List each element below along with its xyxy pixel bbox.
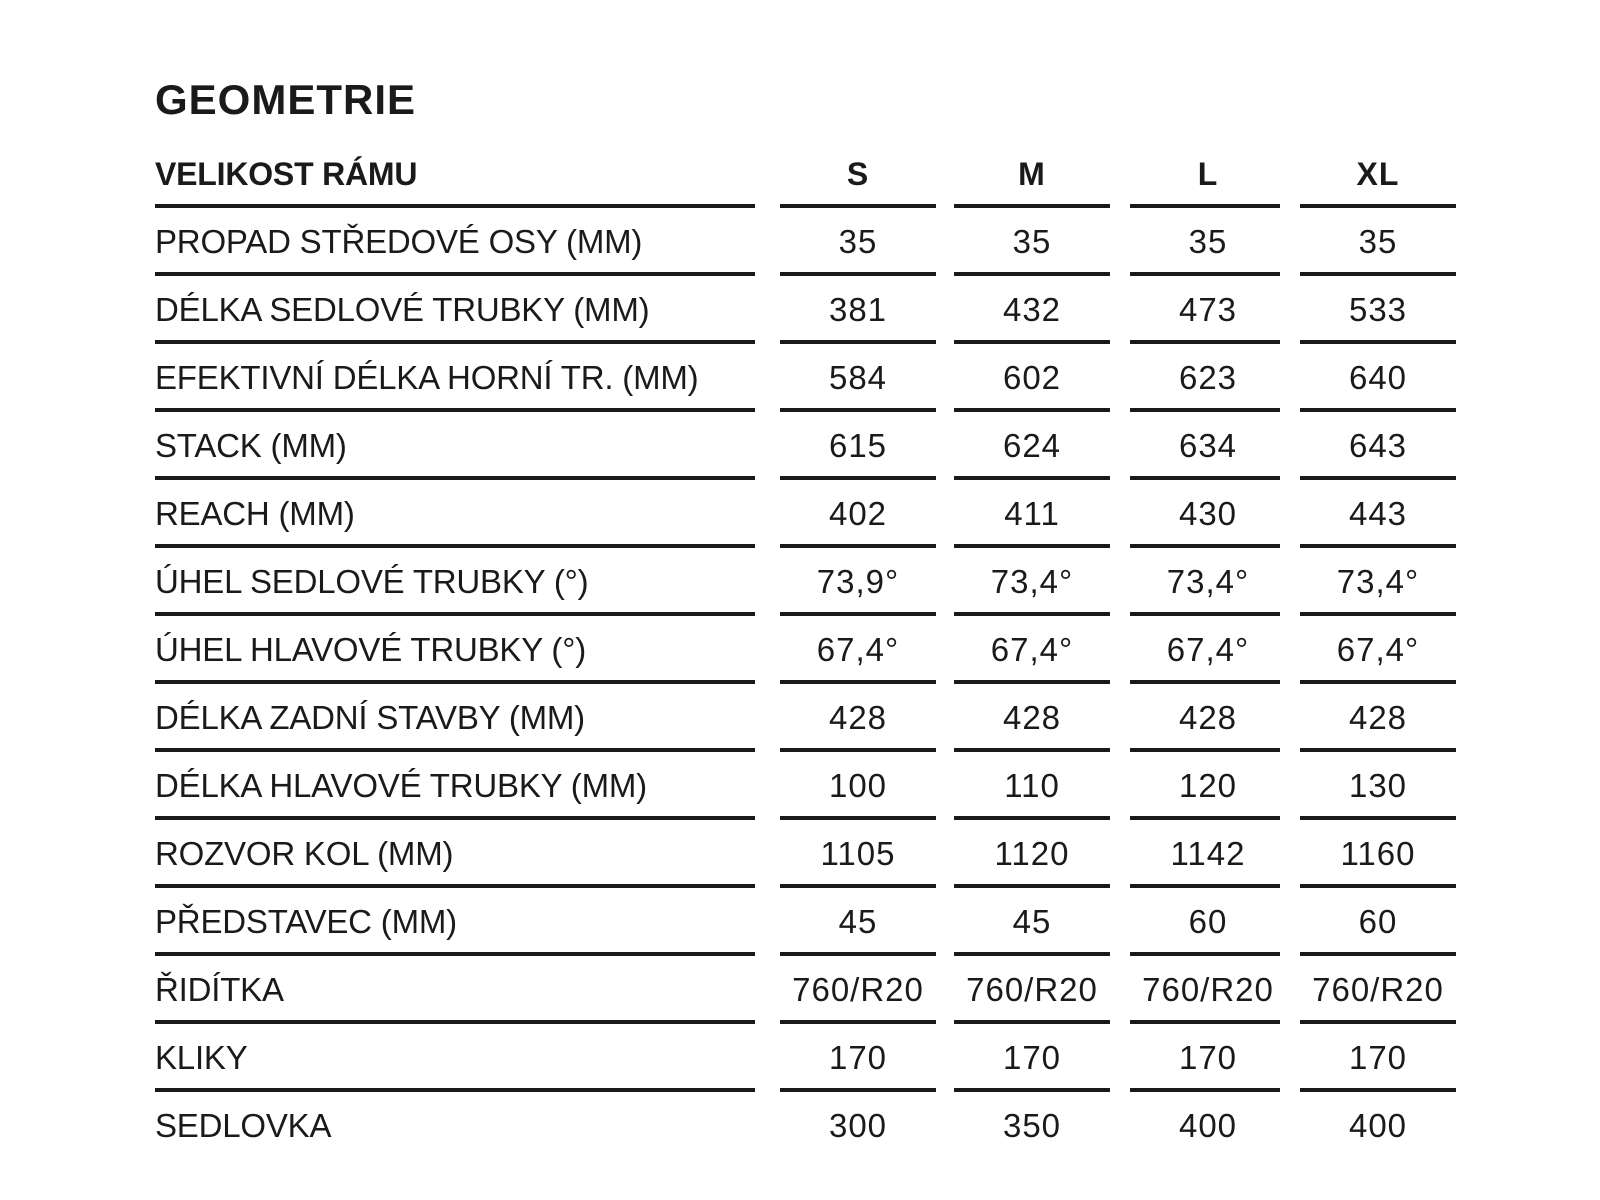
row-label: REACH (MM): [155, 495, 355, 532]
table-row: [155, 684, 1455, 752]
row-value: 533: [1348, 291, 1408, 328]
row-value: 120: [1178, 767, 1238, 804]
row-value: 1105: [820, 835, 896, 872]
row-value: 73,4°: [990, 563, 1074, 600]
row-value: 624: [1002, 427, 1062, 464]
row-label: ÚHEL HLAVOVÉ TRUBKY (°): [155, 631, 586, 668]
row-value: 760/R20: [1142, 971, 1274, 1008]
table-row: [155, 616, 1455, 684]
row-value: 170: [1178, 1039, 1238, 1076]
row-value: 400: [1348, 1107, 1408, 1144]
row-label: STACK (MM): [155, 427, 347, 464]
table-row: [155, 276, 1455, 344]
row-value: 67,4°: [816, 631, 900, 668]
row-value: 170: [1002, 1039, 1062, 1076]
row-label: KLIKY: [155, 1039, 248, 1076]
row-value: 45: [838, 903, 878, 940]
row-value: 170: [1348, 1039, 1408, 1076]
row-label: DÉLKA ZADNÍ STAVBY (MM): [155, 699, 585, 736]
row-value: 428: [1002, 699, 1062, 736]
row-value: 430: [1178, 495, 1238, 532]
row-value: 634: [1178, 427, 1238, 464]
table-row: [155, 1024, 1455, 1092]
page-title: GEOMETRIE: [155, 76, 417, 123]
row-value: 643: [1348, 427, 1408, 464]
row-value: 432: [1002, 291, 1062, 328]
row-value: 35: [1358, 223, 1398, 260]
row-label: SEDLOVKA: [155, 1107, 332, 1144]
row-value: 602: [1002, 359, 1062, 396]
row-value: 1142: [1170, 835, 1246, 872]
row-value: 400: [1178, 1107, 1238, 1144]
row-label: DÉLKA SEDLOVÉ TRUBKY (MM): [155, 291, 650, 328]
row-label: EFEKTIVNÍ DÉLKA HORNÍ TR. (MM): [155, 359, 699, 396]
row-value: 428: [1348, 699, 1408, 736]
row-value: 584: [828, 359, 888, 396]
row-value: 760/R20: [966, 971, 1098, 1008]
row-value: 473: [1178, 291, 1238, 328]
geometry-table: [155, 140, 1455, 1160]
table-header-row: [155, 140, 1455, 208]
row-value: 35: [838, 223, 878, 260]
table-row: [155, 344, 1455, 412]
header-size: M: [1018, 155, 1046, 192]
row-value: 73,9°: [816, 563, 900, 600]
row-value: 35: [1188, 223, 1228, 260]
header-size: L: [1197, 155, 1219, 192]
row-value: 100: [828, 767, 888, 804]
row-value: 428: [1178, 699, 1238, 736]
row-value: 615: [828, 427, 888, 464]
row-value: 411: [1004, 495, 1060, 532]
row-label: DÉLKA HLAVOVÉ TRUBKY (MM): [155, 767, 647, 804]
table-row: [155, 1092, 1455, 1160]
table-row: [155, 956, 1455, 1024]
row-value: 170: [828, 1039, 888, 1076]
row-value: 130: [1348, 767, 1408, 804]
header-size: XL: [1356, 155, 1400, 192]
row-value: 73,4°: [1166, 563, 1250, 600]
row-label: ROZVOR KOL (MM): [155, 835, 454, 872]
row-value: 1160: [1340, 835, 1416, 872]
table-row: [155, 480, 1455, 548]
row-value: 35: [1012, 223, 1052, 260]
row-value: 640: [1348, 359, 1408, 396]
table-row: [155, 412, 1455, 480]
row-value: 60: [1358, 903, 1398, 940]
row-label: PROPAD STŘEDOVÉ OSY (MM): [155, 223, 643, 260]
table-row: [155, 820, 1455, 888]
row-value: 1120: [994, 835, 1070, 872]
row-value: 67,4°: [990, 631, 1074, 668]
row-value: 60: [1188, 903, 1228, 940]
row-label: PŘEDSTAVEC (MM): [155, 903, 457, 940]
row-value: 402: [828, 495, 888, 532]
row-value: 73,4°: [1336, 563, 1420, 600]
row-value: 443: [1348, 495, 1408, 532]
row-value: 760/R20: [792, 971, 924, 1008]
table-row: [155, 208, 1455, 276]
row-value: 110: [1004, 767, 1060, 804]
row-value: 67,4°: [1336, 631, 1420, 668]
table-row: [155, 752, 1455, 820]
row-value: 67,4°: [1166, 631, 1250, 668]
row-label: ŘIDÍTKA: [155, 971, 284, 1008]
row-value: 45: [1012, 903, 1052, 940]
row-label: ÚHEL SEDLOVÉ TRUBKY (°): [155, 563, 589, 600]
table-row: [155, 548, 1455, 616]
table-row: [155, 888, 1455, 956]
row-value: 381: [828, 291, 888, 328]
header-label: VELIKOST RÁMU: [155, 155, 418, 192]
header-size: S: [846, 155, 870, 192]
row-value: 623: [1178, 359, 1238, 396]
row-value: 428: [828, 699, 888, 736]
row-value: 760/R20: [1312, 971, 1444, 1008]
row-value: 350: [1002, 1107, 1062, 1144]
table-body: [155, 208, 1455, 1160]
row-value: 300: [828, 1107, 888, 1144]
